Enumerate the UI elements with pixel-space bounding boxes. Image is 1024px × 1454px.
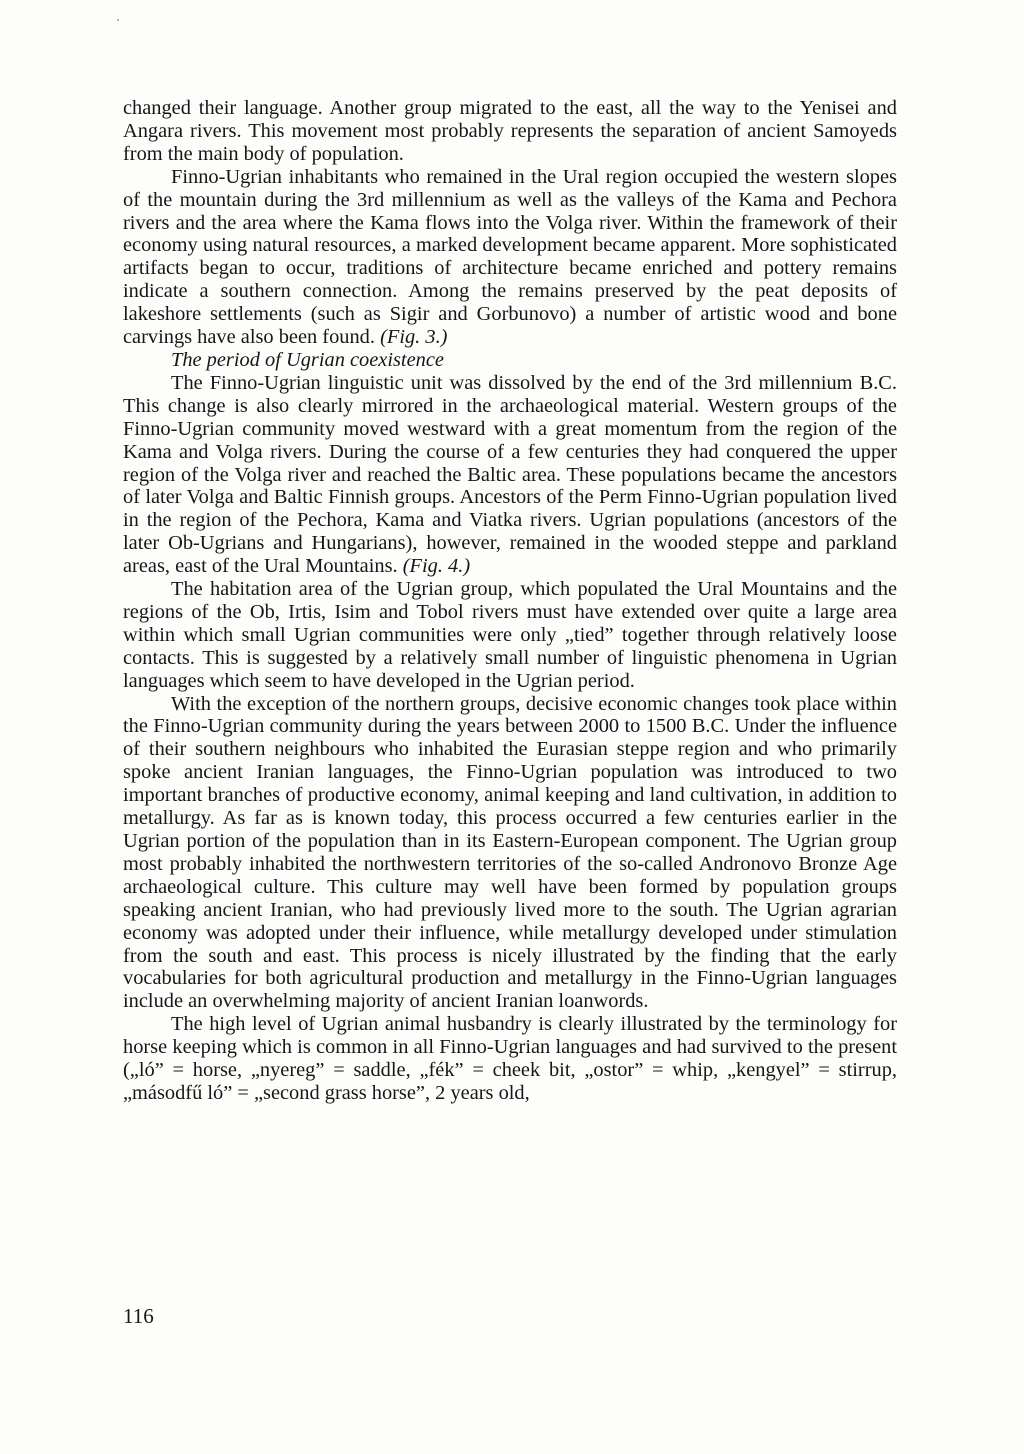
paragraph-text: The habitation area of the Ugrian group, which populated the Ural Mountains and the regions of the Ob, Irtis, Isim and Tobol rivers must have extended over quite a large area within which small Ugrian communities were only „tied” together through relatively loose contacts. This is suggested by a relatively small number of linguistic phenomena in Ugrian languages which seem to have developed in the Ugrian period. [123,578,897,692]
paragraph-text: With the exception of the northern groups, decisive economic changes took place within the Finno-Ugrian community during the years between 2000 to 1500 B.C. Under the influence of their southern neighbours who inhabited the Eurasian steppe region and who primarily spoke ancient Iranian languages, the Finno-Ugrian population was introduced to two important branches of productive economy, animal keeping and land cultivation, in addition to metallurgy. As far as is known today, this process occurred a few centuries earlier in the Ugrian portion of the population than in its Eastern-European component. The Ugrian group most probably inhabited the northwestern territories of the so-called Andronovo Bronze Age archaeological culture. This culture may well have been formed by population groups speaking ancient Iranian, who had previously lived more to the south. The Ugrian agrarian economy was adopted under their influence, while metallurgy developed under stimulation from the south and east. This process is nicely illustrated by the finding that the early vocabularies for both agricultural production and metallurgy in the Finno-Ugrian languages include an overwhelming majority of ancient Iranian loanwords. [123,692,897,1013]
paragraph-finno-ugrian-inhabitants [123,166,897,349]
body-text [123,97,897,1105]
figure-reference: (Fig. 3.) [380,326,448,349]
paragraph-continuation [123,97,897,166]
scan-speck [117,19,119,21]
paragraph-text: changed their language. Another group migrated to the east, all the way to the Yenisei and Angara rivers. This movement most probably represents the separation of ancient Samoyeds from the main body of population. [123,97,897,165]
paragraph-economic-changes [123,693,897,1014]
paragraph-text: The high level of Ugrian animal husbandry is clearly illustrated by the terminology for horse keeping which is common in all Finno-Ugrian languages and had survived to the present („ló” = horse, „nyereg” = saddle, „fék” = cheek bit, „ostor” = whip, „kengyel” = stirrup, „másodfű ló” = „second grass horse”, 2 years old, [123,1013,897,1104]
paragraph-text: Finno-Ugrian inhabitants who remained in the Ural region occupied the western slopes of the mountain during the 3rd millennium as well as the valleys of the Kama and Pechora rivers and the area where the Kama flows into the Volga river. Within the framework of their economy using natural resources, a marked development became apparent. More sophisticated artifacts began to occur, traditions of architecture became enriched and pottery remains indicate a southern connection. Among the remains preserved by the peat deposits of lakeshore settlements (such as Sigir and Gorbunovo) a number of artistic wood and bone carvings have also been found. [123,165,897,349]
paragraph-habitation-area [123,578,897,693]
figure-reference: (Fig. 4.) [402,555,471,578]
paragraph-linguistic-unit [123,372,897,578]
section-heading: The period of Ugrian coexistence [171,348,444,371]
paragraph-animal-husbandry [123,1013,897,1105]
page-number: 116 [123,1304,154,1328]
paragraph-text: The Finno-Ugrian linguistic unit was dissolved by the end of the 3rd millennium B.C. This change is also clearly mirrored in the archaeological material. Western groups of the Finno-Ugrian community moved westward with a great momentum from the region of the Kama and Volga rivers. During the course of a few centuries they had conquered the upper region of the Volga river and reached the Baltic area. These populations became the ancestors of later Volga and Baltic Finnish groups. Ancestors of the Perm Finno-Ugrian population lived in the region of the Pechora, Kama and Viatka rivers. Ugrian populations (ancestors of the later Ob-Ugrians and Hungarians), however, remained in the wooded steppe and parkland areas, east of the Ural Mountains. [123,371,897,578]
